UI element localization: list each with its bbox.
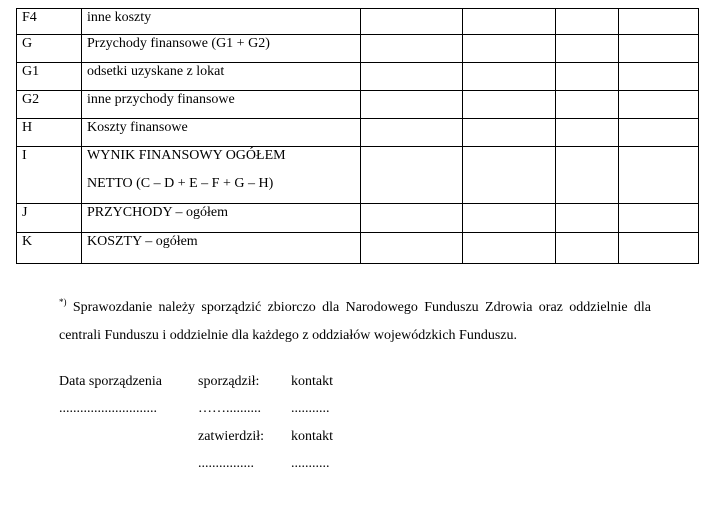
row-code: H <box>17 119 82 147</box>
value-cell <box>556 9 619 35</box>
value-cell <box>619 35 699 63</box>
footnote-marker: *) <box>59 297 67 307</box>
table-row <box>17 91 699 119</box>
table-row <box>17 35 699 63</box>
value-cell <box>361 63 463 91</box>
date-label: Data sporządzenia <box>59 374 162 389</box>
value-cell <box>361 233 463 264</box>
row-label: Koszty finansowe <box>82 119 361 147</box>
table-row <box>17 204 699 233</box>
row-code: I <box>17 147 82 204</box>
value-cell <box>619 91 699 119</box>
value-cell <box>463 91 556 119</box>
value-cell <box>463 233 556 264</box>
value-cell <box>463 147 556 204</box>
value-cell <box>361 119 463 147</box>
prepared-dots: …….......... <box>198 401 261 416</box>
table-row <box>17 233 699 264</box>
value-cell <box>361 147 463 204</box>
table-row <box>17 147 699 204</box>
row-label: inne przychody finansowe <box>82 91 361 119</box>
value-cell <box>361 9 463 35</box>
value-cell <box>463 9 556 35</box>
row-label: PRZYCHODY – ogółem <box>82 204 361 233</box>
footnote-text: Sprawozdanie należy sporządzić zbiorczo dla Narodowego Funduszu Zdrowia oraz oddzielnie dla centrali Funduszu i oddzielnie dla każdego z oddziałów wojewódzkich Funduszu. <box>59 300 652 343</box>
value-cell <box>463 35 556 63</box>
row-label: odsetki uzyskane z lokat <box>82 63 361 91</box>
row-label: KOSZTY – ogółem <box>82 233 361 264</box>
table-row <box>17 119 699 147</box>
row-label: Przychody finansowe (G1 + G2) <box>82 35 361 63</box>
value-cell <box>361 204 463 233</box>
value-cell <box>463 119 556 147</box>
row-label-line-1: WYNIK FINANSOWY OGÓŁEM <box>87 148 286 163</box>
contact-label: kontakt <box>291 374 333 389</box>
table-row <box>17 9 699 35</box>
financial-table <box>16 8 699 264</box>
value-cell <box>556 91 619 119</box>
prepared-label: sporządził: <box>198 374 260 389</box>
contact-dots: ........... <box>291 456 330 471</box>
row-label <box>82 147 361 204</box>
value-cell <box>556 204 619 233</box>
value-cell <box>556 35 619 63</box>
value-cell <box>619 63 699 91</box>
row-code: F4 <box>17 9 82 35</box>
value-cell <box>556 147 619 204</box>
value-cell <box>463 204 556 233</box>
approved-dots: ................ <box>198 456 254 471</box>
row-code: J <box>17 204 82 233</box>
value-cell <box>619 9 699 35</box>
value-cell <box>556 63 619 91</box>
footnote <box>59 289 651 349</box>
value-cell <box>619 119 699 147</box>
row-code: G1 <box>17 63 82 91</box>
value-cell <box>361 91 463 119</box>
value-cell <box>463 63 556 91</box>
value-cell <box>361 35 463 63</box>
value-cell <box>556 119 619 147</box>
date-dots: ............................ <box>59 401 157 416</box>
row-code: G <box>17 35 82 63</box>
value-cell <box>619 233 699 264</box>
row-code: K <box>17 233 82 264</box>
table-row <box>17 63 699 91</box>
row-label-line-2: NETTO (C – D + E – F + G – H) <box>87 176 274 191</box>
value-cell <box>619 204 699 233</box>
contact-label: kontakt <box>291 429 333 444</box>
row-label: inne koszty <box>82 9 361 35</box>
value-cell <box>619 147 699 204</box>
approved-label: zatwierdził: <box>198 429 265 444</box>
row-code: G2 <box>17 91 82 119</box>
value-cell <box>556 233 619 264</box>
contact-dots: ........... <box>291 401 330 416</box>
